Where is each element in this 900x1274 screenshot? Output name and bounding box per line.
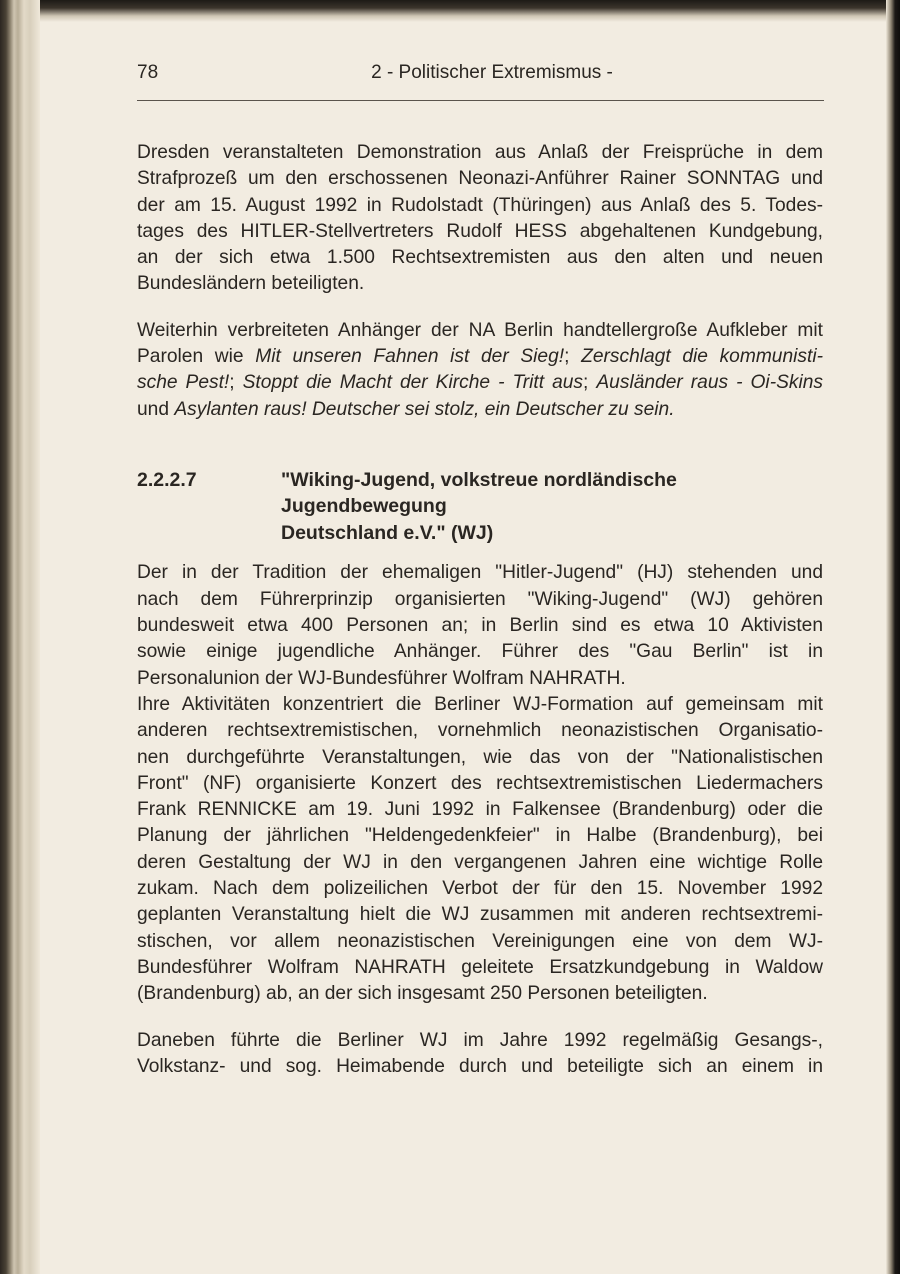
text-line	[137, 370, 823, 396]
text-line	[137, 823, 823, 849]
italic-text: Asylanten raus! Deutscher sei stolz, ein Deutscher zu sein.	[174, 398, 675, 420]
text-segment: an der sich etwa 1.500 Rechtsextremisten aus den alten und neuen	[137, 247, 823, 269]
text-line	[137, 929, 823, 955]
section-number: 2.2.2.7	[137, 468, 197, 491]
text-line	[137, 1054, 823, 1080]
text-segment: deren Gestaltung der WJ in den vergangenen Jahren eine wichtige Rolle	[137, 851, 823, 873]
header-rule	[137, 100, 824, 101]
text-line	[137, 797, 823, 823]
text-line	[137, 318, 823, 344]
text-segment: Bundesführer Wolfram NAHRATH geleitete Ersatzkundgebung in Waldow	[137, 956, 823, 978]
text-segment: Frank RENNICKE am 19. Juni 1992 in Falkensee (Brandenburg) oder die	[137, 799, 823, 821]
text-line	[137, 1028, 823, 1054]
text-line	[137, 692, 823, 718]
text-line	[137, 981, 823, 1007]
paragraphs-after-section	[137, 560, 823, 1080]
text-segment: sowie einige jugendliche Anhänger. Führer des "Gau Berlin" ist in	[137, 641, 823, 663]
text-segment: zukam. Nach dem polizeilichen Verbot der für den 15. November 1992	[137, 878, 823, 900]
page-stack-left-edge	[0, 0, 40, 1274]
text-line	[137, 140, 823, 166]
text-line	[137, 166, 823, 192]
text-segment: Ihre Aktivitäten konzentriert die Berliner WJ-Formation auf gemeinsam mit	[137, 693, 823, 715]
text-segment: nen durchgeführte Veranstaltungen, wie das von der "Nationalistischen	[137, 746, 823, 768]
text-line	[137, 666, 823, 692]
italic-text: Ausländer raus - Oi-Skins	[596, 372, 823, 394]
page-number: 78	[137, 62, 159, 83]
italic-text: Stoppt die Macht der Kirche - Tritt aus	[242, 372, 584, 394]
text-segment: stischen, vor allem neonazistischen Vereinigungen eine von dem WJ-	[137, 930, 823, 952]
section-title-line-2: Deutschland e.V." (WJ)	[281, 521, 494, 544]
section-heading	[137, 467, 823, 547]
text-line	[137, 560, 823, 586]
text-segment: Volkstanz- und sog. Heimabende durch und beteiligte sich an einem in	[137, 1055, 823, 1077]
italic-text: sche Pest!	[137, 372, 230, 394]
text-segment: nach dem Führerprinzip organisierten "Wiking-Jugend" (WJ) gehören	[137, 588, 823, 610]
text-segment: Daneben führte die Berliner WJ im Jahre 1992 regelmäßig Gesangs-,	[137, 1029, 823, 1051]
text-line	[137, 193, 823, 219]
text-segment: Bundesländern beteiligten.	[137, 273, 365, 295]
text-line	[137, 271, 823, 297]
section-title-line-1: "Wiking-Jugend, volkstreue nordländische Jugendbewegung	[281, 468, 677, 518]
text-segment: Planung der jährlichen "Heldengedenkfeier" in Halbe (Brandenburg), bei	[137, 825, 823, 847]
text-line	[137, 771, 823, 797]
text-line	[137, 397, 823, 423]
text-segment: ;	[564, 346, 582, 368]
text-segment: ;	[583, 372, 597, 394]
page-stack-top-edge	[0, 0, 900, 22]
book-right-edge	[886, 0, 900, 1274]
text-segment: ;	[229, 372, 243, 394]
text-segment: bundesweit etwa 400 Personen an; in Berlin sind es etwa 10 Aktivisten	[137, 615, 823, 637]
text-segment: Parolen wie	[137, 346, 256, 368]
text-line	[137, 902, 823, 928]
text-segment: anderen rechtsextremistischen, vornehmlich neonazistischen Organisatio-	[137, 720, 823, 742]
paragraph	[137, 318, 823, 423]
italic-text: Mit unseren Fahnen ist der Sieg!	[255, 346, 565, 368]
paragraph	[137, 560, 823, 1007]
text-segment: Personalunion der WJ-Bundesführer Wolfram NAHRATH.	[137, 667, 626, 689]
text-segment: tages des HITLER-Stellvertreters Rudolf HESS abgehaltenen Kundgebung,	[137, 220, 823, 242]
paragraph	[137, 140, 823, 298]
text-segment: Der in der Tradition der ehemaligen "Hitler-Jugend" (HJ) stehenden und	[137, 562, 823, 584]
text-segment: der am 15. August 1992 in Rudolstadt (Thüringen) aus Anlaß des 5. Todes-	[137, 194, 823, 216]
text-segment: Front" (NF) organisierte Konzert des rechtsextremistischen Liedermachers	[137, 772, 823, 794]
text-line	[137, 219, 823, 245]
text-line	[137, 344, 823, 370]
text-line	[137, 876, 823, 902]
text-segment: (Brandenburg) ab, an der sich insgesamt 250 Personen beteiligten.	[137, 983, 708, 1005]
text-line	[137, 850, 823, 876]
text-line	[137, 745, 823, 771]
page-header	[137, 62, 822, 88]
paragraphs-before-section	[137, 140, 823, 423]
text-segment: Strafprozeß um den erschossenen Neonazi-Anführer Rainer SONNTAG und	[137, 168, 823, 190]
text-line	[137, 718, 823, 744]
running-title: 2 - Politischer Extremismus -	[371, 62, 613, 83]
text-segment: und	[137, 398, 175, 420]
italic-text: Zerschlagt die kommunisti-	[581, 346, 823, 368]
text-segment: Dresden veranstalteten Demonstration aus Anlaß der Freisprüche in dem	[137, 142, 823, 163]
text-segment: Weiterhin verbreiteten Anhänger der NA Berlin handtellergroße Aufkleber mit	[137, 319, 823, 341]
page-body	[137, 140, 823, 1100]
text-line	[137, 639, 823, 665]
text-line	[137, 613, 823, 639]
text-segment: geplanten Veranstaltung hielt die WJ zusammen mit anderen rechtsextremi-	[137, 904, 823, 926]
text-line	[137, 587, 823, 613]
text-line	[137, 245, 823, 271]
paragraph	[137, 1028, 823, 1081]
text-line	[137, 955, 823, 981]
